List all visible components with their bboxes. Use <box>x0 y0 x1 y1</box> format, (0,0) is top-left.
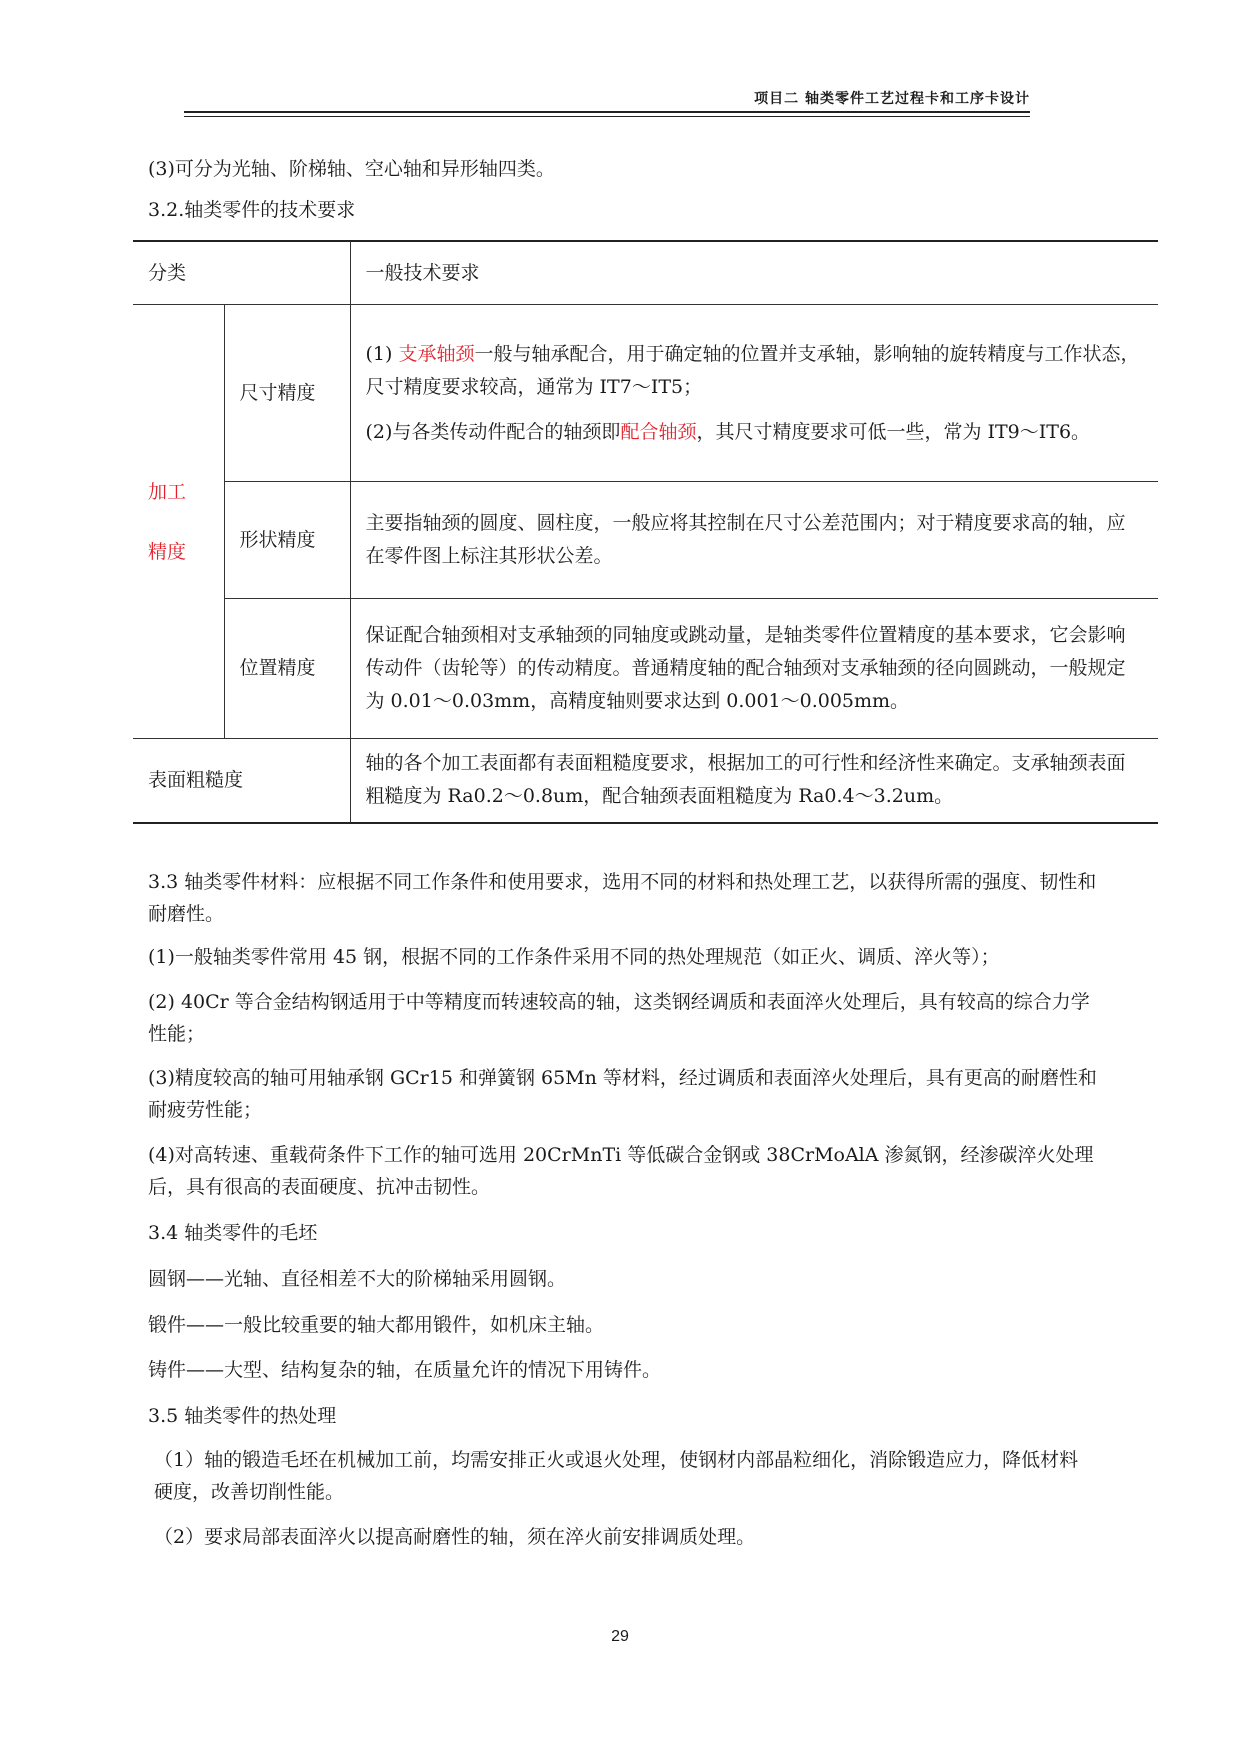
heat-item-1: （1）轴的锻造毛坯在机械加工前，均需安排正火或退火处理，使钢材内部晶粒细化，消除锻造应力，降低材料硬度，改善切削性能。 <box>154 1449 1079 1503</box>
header-rule-thin <box>184 116 1030 117</box>
materials-item-1: (1)一般轴类零件常用 45 钢，根据不同的工作条件采用不同的热处理规范（如正火、调质、淬火等）； <box>148 946 1000 968</box>
row-text-position: 保证配合轴颈相对支承轴颈的同轴度或跳动量，是轴类零件位置精度的基本要求，它会影响传动件（齿轮等）的传动精度。普通精度轴的配合轴颈对支承轴颈的径向圆跳动，一般规定为 0.01～0.03mm，高精度轴则要求达到 0.001～0.005mm。 <box>350 599 1158 739</box>
table-row <box>133 599 1158 739</box>
fit-journal-term: 配合轴颈 <box>620 420 697 443</box>
intro-line: (3)可分为光轴、阶梯轴、空心轴和异形轴四类。 <box>148 158 555 180</box>
paragraph-gap <box>366 404 1144 416</box>
table-row <box>133 739 1158 823</box>
group-machining-precision <box>133 305 224 739</box>
tech-requirements-table <box>133 240 1158 824</box>
row-label-surface: 表面粗糙度 <box>133 739 350 823</box>
running-header: 项目二 轴类零件工艺过程卡和工序卡设计 <box>754 91 1030 107</box>
row-text-dimension <box>350 305 1158 482</box>
row-label-position: 位置精度 <box>224 599 350 739</box>
header-rule-thick <box>184 111 1030 113</box>
blank-round-steel: 圆钢——光轴、直径相差不大的阶梯轴采用圆钢。 <box>148 1268 567 1290</box>
materials-item-4: (4)对高转速、重载荷条件下工作的轴可选用 20CrMnTi 等低碳合金钢或 38CrMoAlA 渗氮钢，经渗碳淬火处理后，具有很高的表面硬度、抗冲击韧性。 <box>148 1144 1094 1198</box>
section-title-3-4: 3.4 轴类零件的毛坯 <box>148 1222 318 1244</box>
table-row <box>133 305 1158 482</box>
support-journal-term: 支承轴颈 <box>398 342 475 365</box>
section-title-3-5: 3.5 轴类零件的热处理 <box>148 1405 337 1427</box>
materials-item-3: (3)精度较高的轴可用轴承钢 GCr15 和弹簧钢 65Mn 等材料，经过调质和表面淬火处理后，具有更高的耐磨性和耐疲劳性能； <box>148 1067 1097 1121</box>
table-header-row <box>133 241 1158 305</box>
group-label-line2: 精度 <box>148 540 187 563</box>
dim-p2-prefix: (2)与各类传动件配合的轴颈即 <box>365 420 621 443</box>
materials-intro: 3.3 轴类零件材料：应根据不同工作条件和使用要求，选用不同的材料和热处理工艺，以获得所需的强度、韧性和耐磨性。 <box>148 871 1097 925</box>
row-label-shape: 形状精度 <box>224 482 350 599</box>
header-category: 分类 <box>133 241 350 305</box>
page-number: 29 <box>611 1628 629 1645</box>
blank-forging: 锻件——一般比较重要的轴大都用锻件，如机床主轴。 <box>148 1314 605 1336</box>
heat-item-2: （2）要求局部表面淬火以提高耐磨性的轴，须在淬火前安排调质处理。 <box>154 1526 756 1548</box>
row-text-surface: 轴的各个加工表面都有表面粗糙度要求，根据加工的可行性和经济性来确定。支承轴颈表面粗糙度为 Ra0.2～0.8um，配合轴颈表面粗糙度为 Ra0.4～3.2um。 <box>350 739 1158 823</box>
table-row <box>133 482 1158 599</box>
row-label-dimension: 尺寸精度 <box>224 305 350 482</box>
header-requirements: 一般技术要求 <box>350 241 1158 305</box>
dim-p1-rest: 一般与轴承配合，用于确定轴的位置并支承轴，影响轴的旋转精度与工作状态，尺寸精度要求较高，通常为 IT7～IT5； <box>365 342 1140 398</box>
dim-p2-rest: ，其尺寸精度要求可低一些，常为 IT9～IT6。 <box>696 420 1091 443</box>
dim-p1-prefix: (1) <box>365 342 399 365</box>
group-label-line1: 加工 <box>148 480 187 503</box>
materials-item-2: (2) 40Cr 等合金结构钢适用于中等精度而转速较高的轴，这类钢经调质和表面淬火处理后，具有较高的综合力学性能； <box>148 991 1090 1045</box>
section-title-3-2: 3.2.轴类零件的技术要求 <box>148 199 356 221</box>
blank-casting: 铸件——大型、结构复杂的轴，在质量允许的情况下用铸件。 <box>148 1359 662 1381</box>
row-text-shape: 主要指轴颈的圆度、圆柱度，一般应将其控制在尺寸公差范围内；对于精度要求高的轴，应在零件图上标注其形状公差。 <box>350 482 1158 599</box>
